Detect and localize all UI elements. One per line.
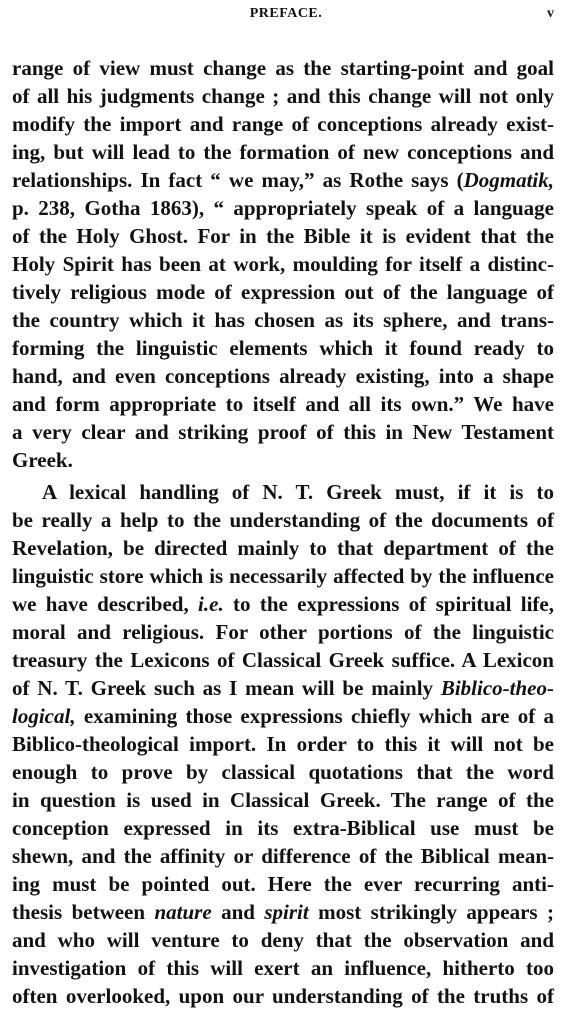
text-line-4: ing, but will lead to the formation of new conceptions and (12, 140, 554, 164)
text-line-13: and form appropriate to itself and all its own.” We have (12, 392, 554, 416)
text-line-24: logical, examining those expressions chiefly which are of a (12, 704, 554, 728)
text-line-30: ing must be pointed out. Here the ever recurring anti- (12, 872, 554, 896)
text-line-5: relationships. In fact “ we may,” as Rothe says (Dogmatik, (12, 168, 554, 192)
text-line-14: a very clear and striking proof of this in New Testament (12, 420, 554, 444)
text-line-11: forming the linguistic elements which it found ready to (12, 336, 554, 360)
text-line-32: and who will venture to deny that the observation and (12, 928, 554, 952)
text-line-6: p. 238, Gotha 1863), “ appropriately speak of a language (12, 196, 554, 220)
text-line-16: A lexical handling of N. T. Greek must, if it is to (42, 480, 554, 504)
text-line-23: of N. T. Greek such as I mean will be mainly Biblico-theo- (12, 676, 554, 700)
text-line-33: investigation of this will exert an influence, hitherto too (12, 956, 554, 980)
text-line-15: Greek. (12, 448, 73, 472)
text-line-25: Biblico-theological import. In order to this it will not be (12, 732, 554, 756)
text-line-1: range of view must change as the starting-point and goal (12, 56, 554, 80)
text-line-21: moral and religious. For other portions of the linguistic (12, 620, 554, 644)
text-line-31: thesis between nature and spirit most strikingly appears ; (12, 900, 554, 924)
text-line-12: hand, and even conceptions already existing, into a shape (12, 364, 554, 388)
text-line-10: the country which it has chosen as its sphere, and trans- (12, 308, 554, 332)
text-line-2: of all his judgments change ; and this change will not only (12, 84, 554, 108)
page-number: v (547, 6, 554, 21)
running-head (0, 6, 572, 28)
text-line-26: enough to prove by classical quotations that the word (12, 760, 554, 784)
text-line-18: Revelation, be directed mainly to that department of the (12, 536, 554, 560)
text-line-22: treasury the Lexicons of Classical Greek suffice. A Lexicon (12, 648, 554, 672)
text-line-19: linguistic store which is necessarily affected by the influence (12, 564, 554, 588)
text-line-27: in question is used in Classical Greek. The range of the (12, 788, 554, 812)
text-line-17: be really a help to the understanding of the documents of (12, 508, 554, 532)
text-line-28: conception expressed in its extra-Biblical use must be (12, 816, 554, 840)
text-line-3: modify the import and range of conceptions already exist- (12, 112, 554, 136)
text-line-20: we have described, i.e. to the expressions of spiritual life, (12, 592, 554, 616)
text-line-34: often overlooked, upon our understanding of the truths of (12, 984, 554, 1008)
text-line-29: shewn, and the affinity or difference of the Biblical mean- (12, 844, 554, 868)
text-line-7: of the Holy Ghost. For in the Bible it is evident that the (12, 224, 554, 248)
running-title: PREFACE. (249, 6, 323, 21)
text-line-9: tively religious mode of expression out of the language of (12, 280, 554, 304)
text-line-8: Holy Spirit has been at work, moulding for itself a distinc- (12, 252, 554, 276)
